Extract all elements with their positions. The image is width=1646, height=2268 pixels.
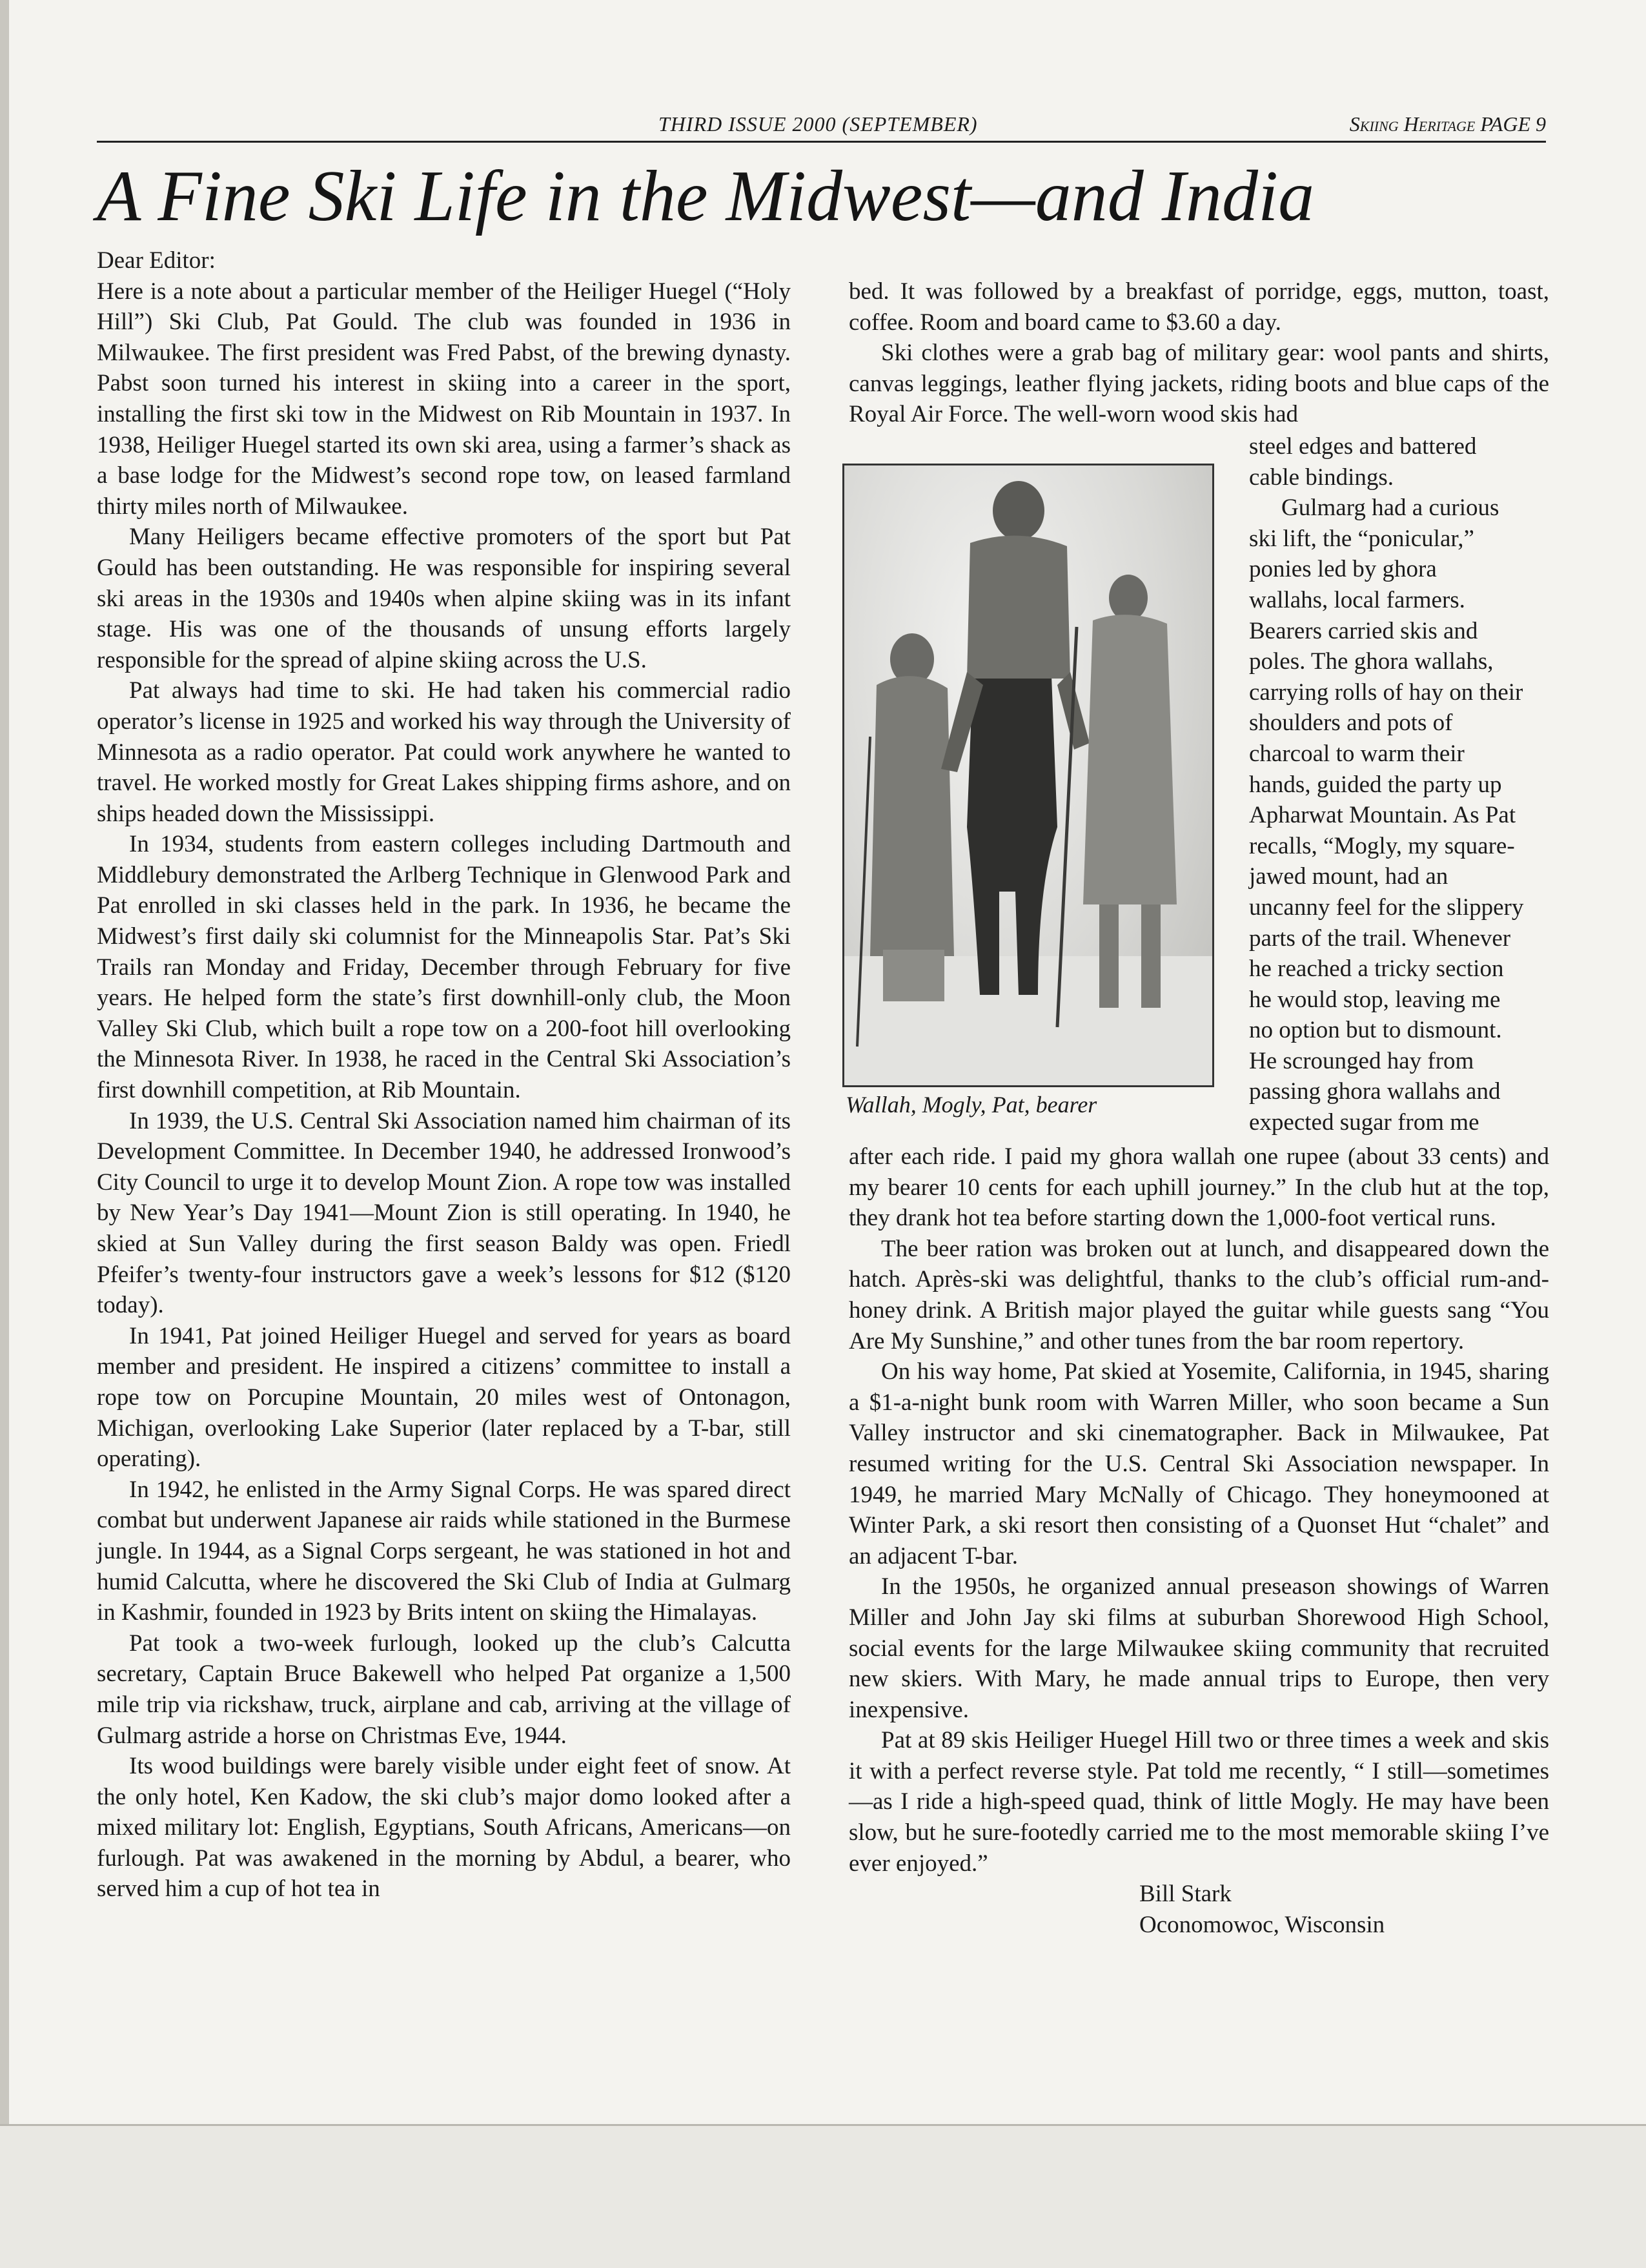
paragraph: bed. It was followed by a breakfast of porridge, eggs, mutton, toast, coffee. Room and board came to $3.60 a day. [849, 278, 1549, 336]
paragraph: The beer ration was broken out at lunch, and disappeared down the hatch. Après-ski was delightful, thanks to the club’s official rum-and-honey drink. A British major played the guitar while guests sang “You Are My Sunshine,” and other tunes from the bar room repertory. [849, 1235, 1549, 1354]
paragraph: Ski clothes were a grab bag of military gear: wool pants and shirts, canvas leggings, leather flying jackets, riding boots and blue caps of the Royal Air Force. The well-worn wood skis had [849, 340, 1549, 428]
text-line: charcoal to warm their [1249, 740, 1465, 767]
paragraph: after each ride. I paid my ghora wallah one rupee (about 33 cents) and my bearer 10 cents for each uphill journey.” In the club hut at the top, they drank hot tea before starting down the 1,000-foot vertical runs. [849, 1143, 1549, 1232]
article-title: A Fine Ski Life in the Midwest—and India [97, 156, 1315, 236]
text-line: hands, guided the party up [1249, 771, 1502, 798]
page-binding-edge [0, 0, 9, 2266]
text-line: uncanny feel for the slippery [1249, 894, 1524, 921]
signature-place: Oconomowoc, Wisconsin [1139, 1911, 1385, 1938]
paragraph: Pat always had time to ski. He had taken his commercial radio operator’s license in 1925 and worked his way through the University of Minnesota as a radio operator. Pat could work anywhere he wanted to travel. He worked mostly for Great Lakes shipping firms ashore, and on ships headed down the Mississippi. [97, 677, 791, 827]
paragraph: In the 1950s, he organized annual preseason showings of Warren Miller and John Jay ski films at suburban Shorewood High School, social events for the large Milwaukee skiing community that recruited new skiers. With Mary, he made annual trips to Europe, then very inexpensive. [849, 1573, 1549, 1723]
paragraph: Many Heiligers became effective promoters of the sport but Pat Gould has been outstanding. He was responsible for inspiring several ski areas in the 1930s and 1940s when alpine skiing was in its infant stage. His was one of the thousands of unsung efforts largely responsible for the spread of alpine skiing across the U.S. [97, 524, 791, 673]
text-line: Gulmarg had a curious [1281, 495, 1499, 522]
text-line: parts of the trail. Whenever [1249, 925, 1511, 952]
text-line: carrying rolls of hay on their [1249, 679, 1523, 706]
text-line: ponies led by ghora [1249, 556, 1437, 583]
page-bottom-margin [0, 2124, 1646, 2268]
text-line: he would stop, leaving me [1249, 986, 1501, 1013]
paragraph: In 1941, Pat joined Heiliger Huegel and served for years as board member and president. He inspired a citizens’ committee to install a rope tow on Porcupine Mountain, 20 miles west of Ontonagon, Michigan, overlooking Lake Superior (later replaced by a T-bar, still operating). [97, 1322, 791, 1473]
text-line: he reached a tricky section [1249, 955, 1504, 983]
paragraph: Pat took a two-week furlough, looked up the club’s Calcutta secretary, Captain Bruce Bakewell who helped Pat organize a 1,500 mile trip via rickshaw, truck, airplane and cab, arriving at the village of Gulmarg astride a horse on Christmas Eve, 1944. [97, 1629, 791, 1749]
text-line: ski lift, the “ponicular,” [1249, 525, 1474, 552]
left-column [97, 245, 791, 1905]
right-column-bottom [849, 1141, 1549, 1940]
text-line: no option but to dismount. [1249, 1017, 1502, 1044]
text-line: poles. The ghora wallahs, [1249, 648, 1494, 675]
paragraph: On his way home, Pat skied at Yosemite, California, in 1945, sharing a $1-a-night bunk room with Warren Miller, who soon became a Sun Valley instructor and ski cinematographer. Back in Milwaukee, Pat resumed writing for the U.S. Central Ski Association newspaper. In 1949, he married Mary McNally of Chicago. They honeymooned at Winter Park, a ski resort then consisting of a Quonset Hut “chalet” and an adjacent T-bar. [849, 1358, 1549, 1569]
text-line: expected sugar from me [1249, 1109, 1479, 1136]
signature-name: Bill Stark [1139, 1881, 1232, 1908]
historical-photo [842, 464, 1214, 1087]
photo-illustration [844, 465, 1212, 1085]
paragraph: Its wood buildings were barely visible under eight feet of snow. At the only hotel, Ken Kadow, the ski club’s major domo looked after a mixed military lot: English, Egyptians, South Africans, Americans—on furlough. Pat was awakened in the morning by Abdul, a bearer, who served him a cup of hot tea in [97, 1753, 791, 1903]
paragraph: In 1934, students from eastern colleges including Dartmouth and Middlebury demonstrated the Arlberg Technique in Glenwood Park and Pat enrolled in ski classes held in the park. In 1936, he became the Midwest’s first daily ski columnist for the Minneapolis Star. Pat’s Ski Trails ran Monday and Friday, December through February for five years. He helped form the state’s first downhill-only club, the Moon Valley Ski Club, which built a rope tow on a 200-foot hill overlooking the Minnesota River. In 1938, he raced in the Central Ski Association’s first downhill competition, at Rib Mountain. [97, 831, 791, 1104]
text-line: Apharwat Mountain. As Pat [1249, 802, 1516, 829]
paragraph: In 1939, the U.S. Central Ski Association named him chairman of its Development Committee. In December 1940, he addressed Ironwood’s City Council to urge it to develop Mount Zion. A rope tow was installed by New Year’s Day 1941—Mount Zion is still operating. In 1940, he skied at Sun Valley during the first season Baldy was open. Friedl Pfeifer’s twenty-four instructors gave a week’s lessons for $12 ($120 today). [97, 1107, 791, 1319]
right-column-wrap-text [1249, 431, 1549, 1138]
text-line: Bearers carried skis and [1249, 617, 1478, 644]
text-line: cable bindings. [1249, 464, 1394, 491]
issue-label: THIRD ISSUE 2000 (SEPTEMBER) [658, 112, 978, 136]
text-line: wallahs, local farmers. [1249, 586, 1465, 613]
photo-caption: Wallah, Mogly, Pat, bearer [846, 1092, 1097, 1118]
running-header [97, 112, 1546, 143]
paragraph: Here is a note about a particular member of the Heiliger Huegel (“Holy Hill”) Ski Club, Pat Gould. The club was founded in 1936 in Milwaukee. The first president was Fred Pabst, of the brewing dynasty. Pabst soon turned his interest in skiing into a career in the sport, installing the first ski tow in the Midwest on Rib Mountain in 1937. In 1938, Heiliger Huegel started its own ski area, using a farmer’s shack as a base lodge for the Midwest’s second rope tow, on leased farmland thirty miles north of Milwaukee. [97, 278, 791, 520]
publication-page-label: Skiing Heritage PAGE 9 [1349, 112, 1546, 136]
text-line: He scrounged hay from [1249, 1047, 1474, 1074]
paragraph: In 1942, he enlisted in the Army Signal Corps. He was spared direct combat but underwent Japanese air raids while stationed in the Burmese jungle. In 1944, as a Signal Corps sergeant, he was stationed in hot and humid Calcutta, where he discovered the Ski Club of India at Gulmarg in Kashmir, founded in 1923 by Brits intent on skiing the Himalayas. [97, 1476, 791, 1626]
text-line: passing ghora wallahs and [1249, 1078, 1501, 1105]
text-line: shoulders and pots of [1249, 710, 1453, 737]
salutation: Dear Editor: [97, 247, 216, 274]
right-column-top [849, 276, 1549, 430]
paragraph: Pat at 89 skis Heiliger Huegel Hill two or three times a week and skis it with a perfect reverse style. Pat told me recently, “ I still—sometimes—as I ride a high-speed quad, think of little Mogly. He may have been slow, but he sure-footedly carried me to the most memorable skiing I’ve ever enjoyed.” [849, 1727, 1549, 1877]
text-line: recalls, “Mogly, my square- [1249, 832, 1515, 859]
text-line: jawed mount, had an [1249, 863, 1448, 890]
text-line: steel edges and battered [1249, 433, 1477, 460]
